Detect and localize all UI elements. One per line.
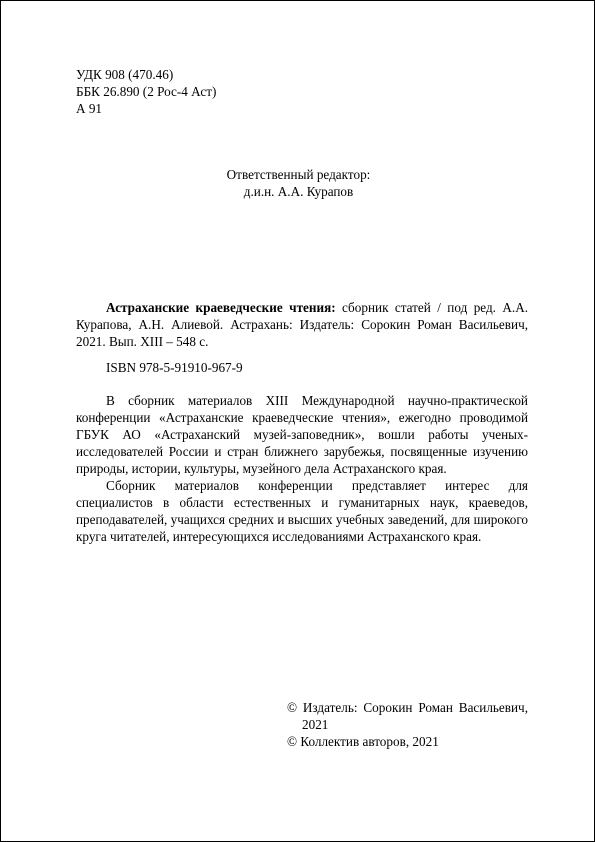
abstract-paragraph: В сборник материалов XIII Международной научно-практической конференции «Астраханские краеведческие чтения», ежегодно проводимой ГБУК АО «Астраханский музей-заповедник», вошли работы ученых-исследователей России и стран ближнего зарубежья, посвященные изучению природы, истории, культуры, музейного дела Астраханского края. xyxy=(76,393,528,476)
udk-code: УДК 908 (470.46) xyxy=(76,67,174,82)
bibliographic-description xyxy=(76,299,528,350)
copyright-publisher: © Издатель: Сорокин Роман Васильевич, 2021 xyxy=(287,700,528,732)
isbn: ISBN 978-5-91910-967-9 xyxy=(106,360,243,375)
bbk-code: ББК 26.890 (2 Рос-4 Аст) xyxy=(76,84,217,99)
classification-block xyxy=(76,66,216,117)
editor-name: д.и.н. А.А. Курапов xyxy=(243,184,354,199)
biblio-details: сборник статей / под ред. А.А. Курапова, А.Н. Алиевой. Астрахань: Издатель: Сорокин Роман Васильевич, 2021. Вып. XIII – 548 с. xyxy=(76,300,529,349)
copyright-block xyxy=(287,699,528,750)
book-title: Астраханские краеведческие чтения: xyxy=(106,300,336,315)
abstract-paragraph: Сборник материалов конференции представляет интерес для специалистов в области естественных и гуманитарных наук, краеведов, преподавателей, учащихся средних и высших учебных заведений, для широкого круга читателей, интересующихся исследованиями Астраханского края. xyxy=(76,478,528,544)
editor-block xyxy=(1,166,595,200)
abstract xyxy=(76,392,528,545)
author-mark: А 91 xyxy=(76,101,103,116)
copyright-authors: © Коллектив авторов, 2021 xyxy=(287,734,439,749)
editor-role: Ответственный редактор: xyxy=(226,167,371,182)
